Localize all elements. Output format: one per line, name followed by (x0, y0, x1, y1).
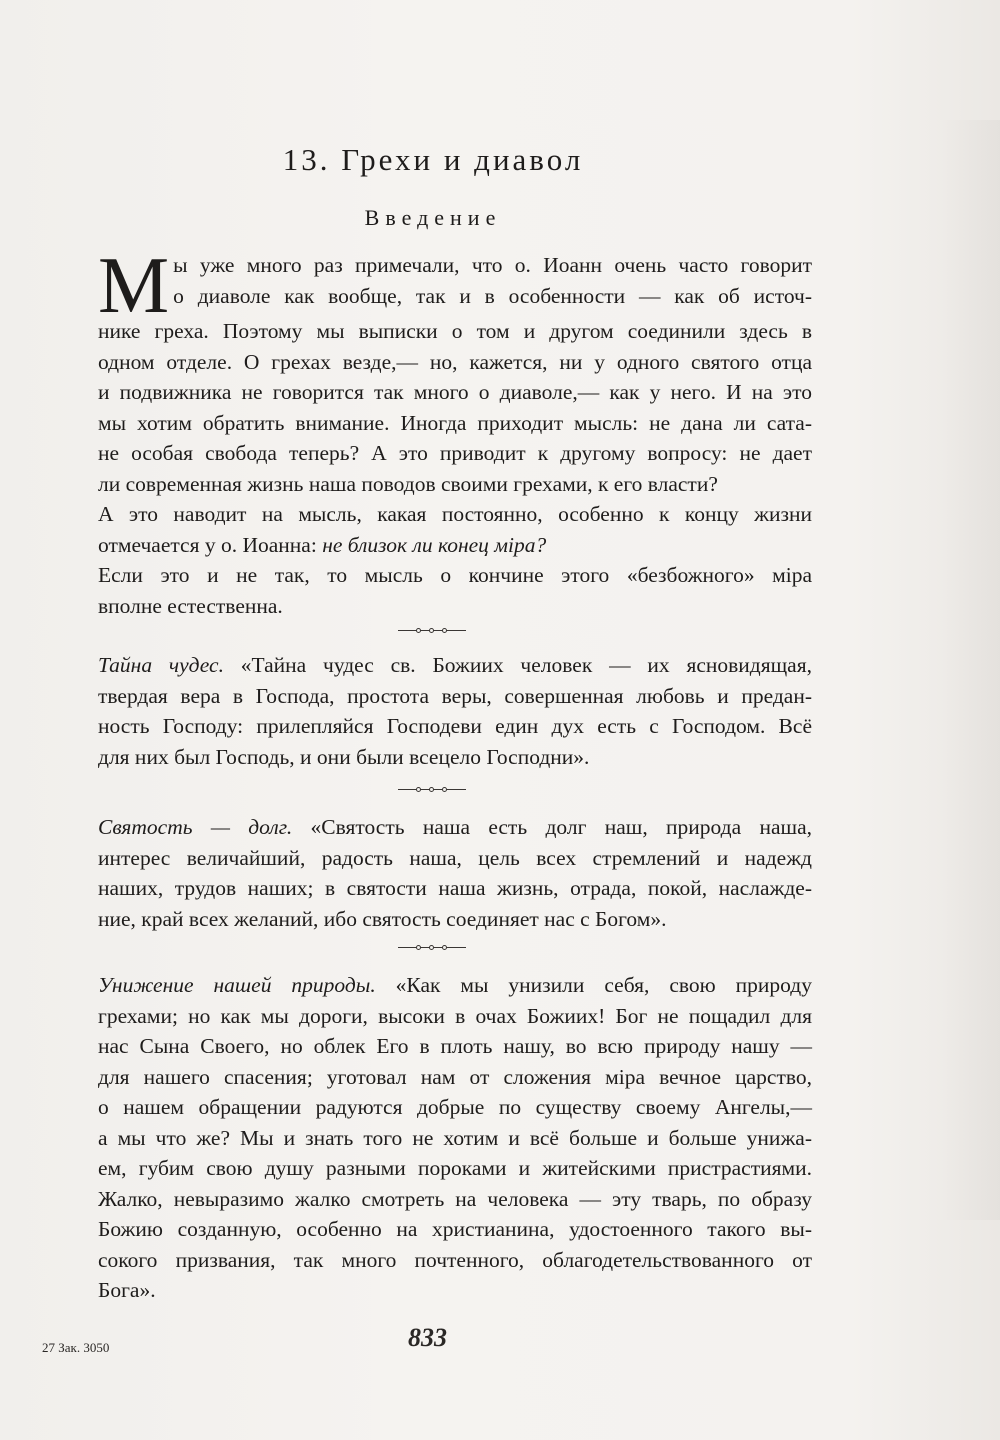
text-line: ем, губим свою душу разными пороками и житейскими пристрастиями. (98, 1156, 812, 1180)
text-line: интерес величайший, радость наша, цель всех стремлений и надежд (98, 845, 812, 870)
text-line: ность Господу: прилепляйся Господеви един дух есть с Господом. Всё (98, 714, 812, 738)
text-line: наших, трудов наших; в святости наша жизнь, отрада, покой, наслажде- (98, 876, 812, 900)
section-paragraph (98, 970, 812, 1306)
text-line: для них был Господь, и они были всецело Господни». (98, 744, 590, 769)
drop-cap: М (98, 242, 170, 330)
italic-question: не близок ли конец міра? (322, 532, 547, 557)
text-line: сокого призвания, так много почтенного, облагодетельствованного от (98, 1247, 812, 1272)
text-line: грехами; но как мы дороги, высоки в очах Божиих! Бог не пощадил для (98, 1003, 812, 1028)
section-divider-ornament (398, 786, 466, 794)
page-shadow (940, 120, 1000, 1220)
text-line: Бога». (98, 1278, 156, 1302)
text-line: ы уже много раз примечали, что о. Иоанн очень часто говорит (173, 253, 812, 277)
print-mark: 27 Зак. 3050 (42, 1340, 110, 1355)
text-line: Если это и не так, то мысль о кончине этого «безбожного» міра (98, 563, 812, 587)
text-line: твердая вера в Господа, простота веры, совершенная любовь и предан- (98, 683, 812, 708)
text-line-content: «Святость наша есть долг наш, природа наша, (292, 815, 812, 839)
text-line: одном отделе. О грехах везде,— но, кажется, ни у одного святого отца (98, 349, 812, 374)
intro-paragraph (98, 242, 812, 621)
text-line: о диаволе как вообще, так и в особенности — как об источ- (173, 283, 812, 308)
text-line: мы хотим обратить внимание. Иногда приходит мысль: не дана ли сата- (98, 410, 812, 435)
text-line: о нашем обращении радуются добрые по существу своему Ангелы,— (98, 1095, 812, 1119)
text-line (98, 530, 812, 561)
section-title: Введение (364, 205, 502, 230)
chapter-title: 13. Грехи и диавол (282, 142, 584, 177)
text-line: ли современная жизнь наша поводов своими грехами, к его власти? (98, 471, 718, 496)
text-line-content: «Тайна чудес св. Божиих человек — их ясновидящая, (223, 653, 812, 677)
section-heading: Святость — долг. (98, 815, 293, 839)
section-divider-ornament (398, 627, 466, 635)
section-heading: Тайна чудес. (98, 653, 224, 677)
text-line-content: отмечается у о. Иоанна: (98, 532, 323, 557)
text-line: ние, край всех желаний, ибо святость соединяет нас с Богом». (98, 906, 667, 931)
section-heading: Унижение нашей природы. (98, 973, 376, 997)
text-line: Божию созданную, особенно на христианина, удостоенного такого вы- (98, 1217, 812, 1241)
text-line: и подвижника не говорится так много о диаволе,— как у него. И на это (98, 380, 812, 404)
page-number: 833 (408, 1323, 447, 1352)
text-line: для нашего спасения; уготовал нам от сложения міра вечное царство, (98, 1064, 812, 1089)
text-line-content: «Как мы унизили себя, свою природу (375, 973, 812, 997)
text-line (98, 812, 812, 843)
text-line: вполне естественна. (98, 593, 283, 618)
text-line: Жалко, невыразимо жалко смотреть на человека — эту тварь, по образу (98, 1186, 812, 1211)
text-line: не особая свобода теперь? А это приводит к другому вопросу: не дает (98, 441, 812, 465)
text-line (98, 499, 812, 530)
text-line (98, 970, 812, 1001)
text-line: а мы что же? Мы и знать того не хотим и всё больше и больше унижа- (98, 1125, 812, 1150)
text-line (98, 650, 812, 681)
text-line-content: А это наводит на мысль, какая постоянно, особенно к концу жизни (98, 502, 812, 526)
section-paragraph (98, 650, 812, 772)
section-divider-ornament (398, 944, 466, 952)
text-line: нике греха. Поэтому мы выписки о том и другом соединили здесь в (98, 319, 812, 343)
section-paragraph (98, 812, 812, 934)
text-line: нас Сына Своего, но облек Его в плоть нашу, во всю природу нашу — (98, 1034, 812, 1058)
